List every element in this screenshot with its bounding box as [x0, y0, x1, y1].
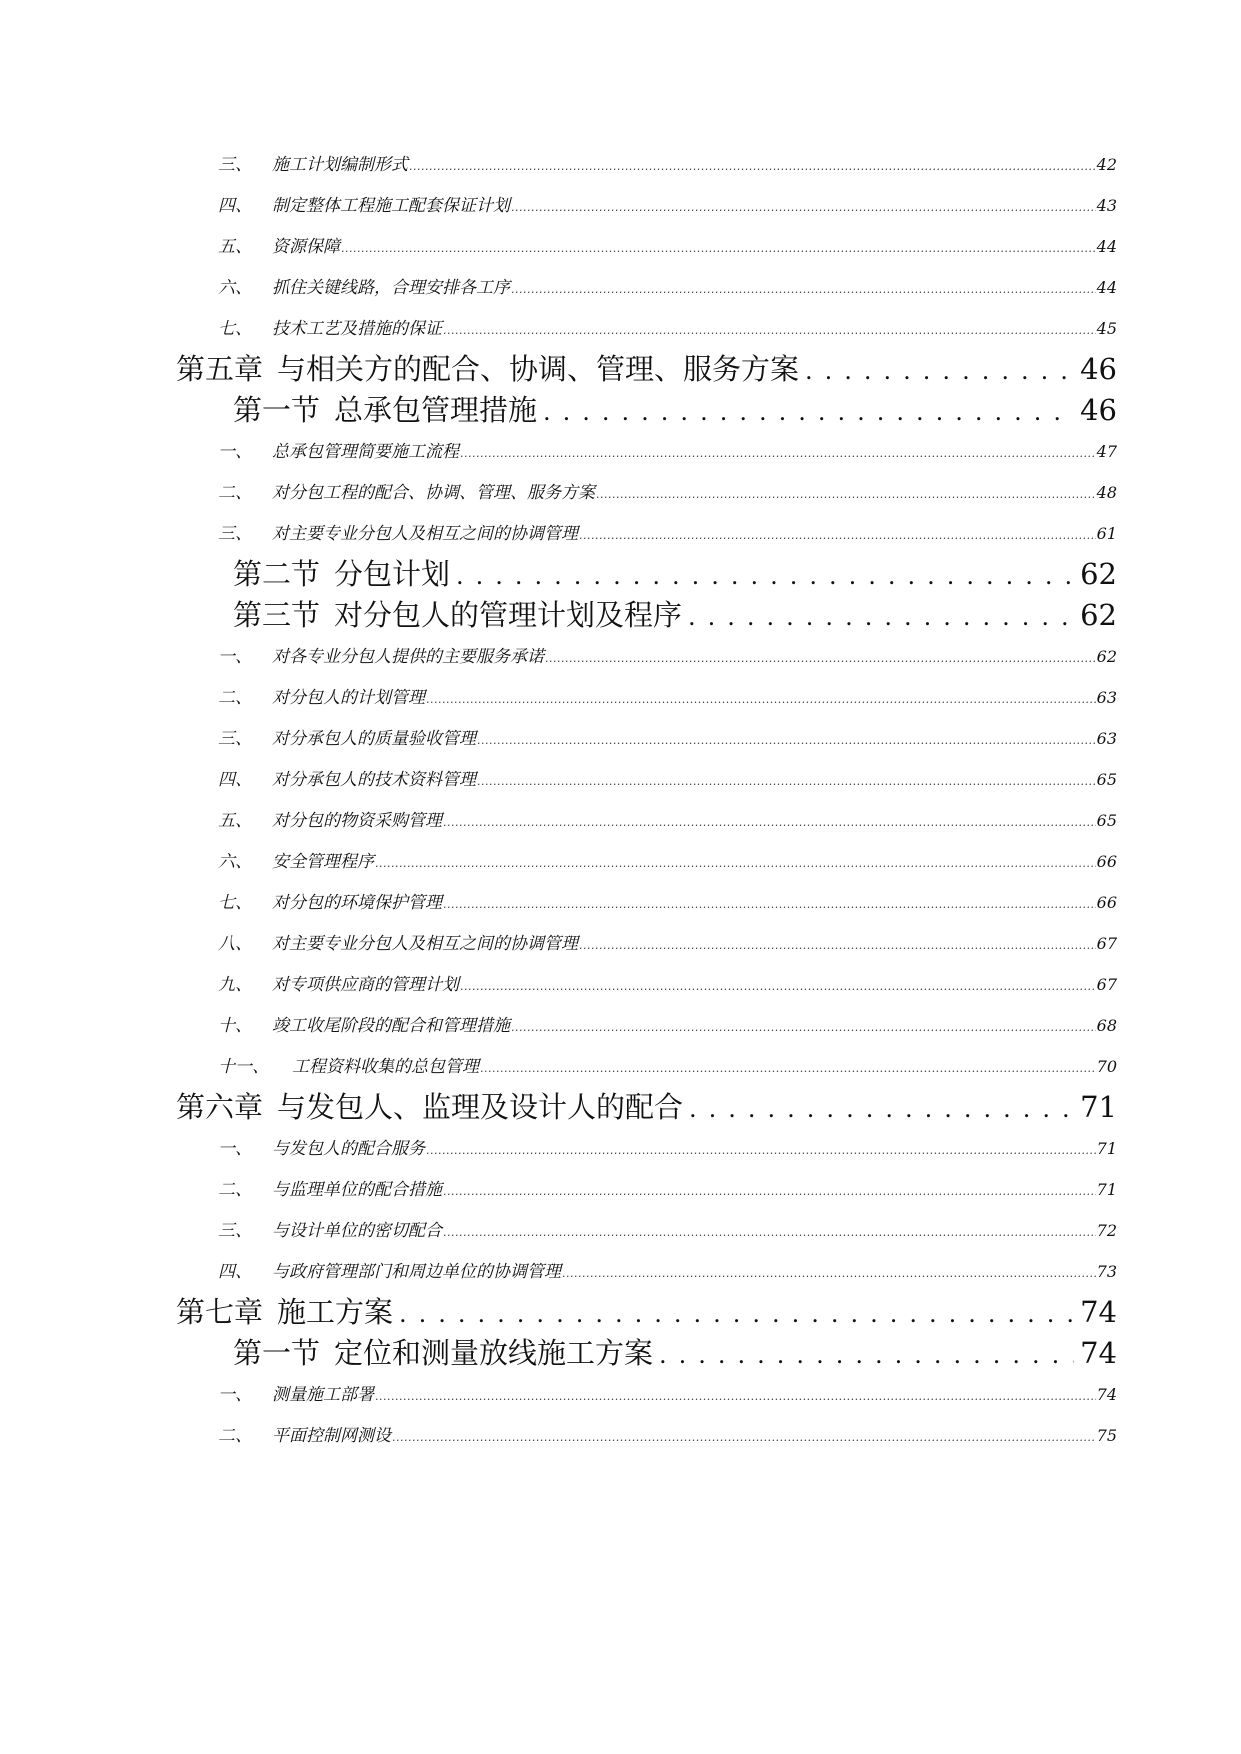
- toc-item-entry: [218, 478, 1117, 504]
- toc-entry-title: 对分包的环境保护管理: [272, 893, 442, 913]
- toc-chapter-entry: [176, 1290, 1117, 1330]
- toc-dot-leader: [480, 1062, 1096, 1075]
- toc-item-entry: [218, 765, 1117, 791]
- toc-entry-number: 第七章: [176, 1295, 264, 1329]
- toc-dot-leader: [596, 488, 1096, 501]
- toc-dot-leader: [392, 1431, 1096, 1444]
- toc-entry-title: 与监理单位的配合措施: [272, 1180, 442, 1200]
- toc-entry-title: 制定整体工程施工配套保证计划: [272, 196, 510, 216]
- toc-item-entry: [218, 1216, 1117, 1242]
- toc-item-entry: [218, 724, 1117, 750]
- toc-entry-title: 对分包人的计划管理: [272, 688, 425, 708]
- toc-page-number: 45: [1096, 319, 1117, 338]
- toc-item-entry: [218, 1011, 1117, 1037]
- toc-entry-title: 对分包人的管理计划及程序: [334, 598, 683, 632]
- toc-dot-leader: [545, 652, 1096, 665]
- toc-entry-number: 第三节: [233, 598, 321, 632]
- toc-page-number: 65: [1096, 770, 1117, 789]
- toc-page-number: 46: [1080, 393, 1117, 427]
- toc-entry-number: 一、: [218, 442, 252, 462]
- toc-page-number: 73: [1096, 1262, 1117, 1281]
- toc-page-number: 74: [1080, 1295, 1117, 1329]
- toc-entry-number: 第二节: [233, 557, 321, 591]
- toc-page-number: 68: [1096, 1016, 1117, 1035]
- toc-entry-number: 十一、: [218, 1057, 269, 1077]
- toc-entry-title: 对分包工程的配合、协调、管理、服务方案: [272, 483, 595, 503]
- toc-entry-number: 六、: [218, 278, 252, 298]
- toc-entry-title: 测量施工部署: [272, 1385, 374, 1405]
- toc-item-entry: [218, 806, 1117, 832]
- toc-entry-title: 定位和测量放线施工方案: [334, 1336, 654, 1370]
- toc-page-number: 71: [1096, 1180, 1117, 1199]
- toc-item-entry: [218, 683, 1117, 709]
- toc-item-entry: [218, 1134, 1117, 1160]
- toc-entry-number: 一、: [218, 1385, 252, 1405]
- toc-page-number: 71: [1080, 1090, 1117, 1124]
- toc-page-number: 44: [1096, 278, 1117, 297]
- toc-dot-leader: [399, 1300, 1074, 1328]
- toc-item-entry: [218, 1421, 1117, 1447]
- toc-page-number: 47: [1096, 442, 1117, 461]
- toc-dot-leader: [460, 447, 1096, 460]
- toc-entry-number: 六、: [218, 852, 252, 872]
- toc-dot-leader: [688, 603, 1074, 631]
- toc-entry-title: 总承包管理措施: [334, 393, 538, 427]
- toc-item-entry: [218, 1175, 1117, 1201]
- toc-entry-number: 十、: [218, 1016, 252, 1036]
- toc-item-entry: [218, 191, 1117, 217]
- toc-dot-leader: [562, 1267, 1096, 1280]
- toc-entry-number: 二、: [218, 688, 252, 708]
- toc-dot-leader: [460, 980, 1096, 993]
- toc-page-number: 65: [1096, 811, 1117, 830]
- toc-entry-title: 施工计划编制形式: [272, 155, 408, 175]
- toc-page-number: 42: [1096, 155, 1117, 174]
- toc-item-entry: [218, 1052, 1117, 1078]
- toc-page-number: 66: [1096, 852, 1117, 871]
- toc-item-entry: [218, 1380, 1117, 1406]
- toc-dot-leader: [443, 816, 1096, 829]
- toc-dot-leader: [409, 160, 1096, 173]
- toc-page-number: 61: [1096, 524, 1117, 543]
- toc-entry-number: 七、: [218, 319, 252, 339]
- toc-entry-title: 与相关方的配合、协调、管理、服务方案: [277, 352, 800, 386]
- toc-page-number: 48: [1096, 483, 1117, 502]
- toc-entry-title: 技术工艺及措施的保证: [272, 319, 442, 339]
- toc-item-entry: [218, 970, 1117, 996]
- toc-dot-leader: [477, 775, 1096, 788]
- toc-entry-number: 三、: [218, 1221, 252, 1241]
- toc-dot-leader: [443, 898, 1096, 911]
- toc-entry-number: 四、: [218, 196, 252, 216]
- toc-entry-title: 总承包管理简要施工流程: [272, 442, 459, 462]
- toc-dot-leader: [375, 1390, 1096, 1403]
- toc-entry-number: 一、: [218, 647, 252, 667]
- toc-entry-number: 七、: [218, 893, 252, 913]
- toc-dot-leader: [443, 1185, 1096, 1198]
- toc-item-entry: [218, 273, 1117, 299]
- toc-entry-title: 平面控制网测设: [272, 1426, 391, 1446]
- toc-dot-leader: [579, 939, 1096, 952]
- toc-entry-title: 对主要专业分包人及相互之间的协调管理: [272, 524, 578, 544]
- toc-item-entry: [218, 437, 1117, 463]
- toc-page-number: 66: [1096, 893, 1117, 912]
- toc-page-number: 63: [1096, 729, 1117, 748]
- toc-page-number: 71: [1096, 1139, 1117, 1158]
- toc-entry-title: 对分包的物资采购管理: [272, 811, 442, 831]
- toc-entry-title: 与发包人的配合服务: [272, 1139, 425, 1159]
- toc-page-number: 62: [1080, 557, 1117, 591]
- toc-entry-number: 五、: [218, 811, 252, 831]
- toc-dot-leader: [659, 1341, 1074, 1369]
- toc-entry-number: 五、: [218, 237, 252, 257]
- toc-page-number: 75: [1096, 1426, 1117, 1445]
- toc-dot-leader: [443, 324, 1096, 337]
- toc-entry-title: 与设计单位的密切配合: [272, 1221, 442, 1241]
- toc-section-entry: [233, 1331, 1117, 1371]
- toc-item-entry: [218, 1257, 1117, 1283]
- toc-entry-number: 四、: [218, 1262, 252, 1282]
- toc-dot-leader: [689, 1095, 1074, 1123]
- toc-section-entry: [233, 552, 1117, 592]
- toc-page-number: 67: [1096, 975, 1117, 994]
- toc-entry-title: 对各专业分包人提供的主要服务承诺: [272, 647, 544, 667]
- toc-page-number: 67: [1096, 934, 1117, 953]
- toc-entry-title: 竣工收尾阶段的配合和管理措施: [272, 1016, 510, 1036]
- toc-entry-number: 三、: [218, 729, 252, 749]
- toc-page-number: 74: [1096, 1385, 1117, 1404]
- toc-dot-leader: [511, 283, 1096, 296]
- toc-entry-title: 对分承包人的质量验收管理: [272, 729, 476, 749]
- toc-page-number: 70: [1096, 1057, 1117, 1076]
- toc-entry-number: 三、: [218, 155, 252, 175]
- toc-entry-title: 对主要专业分包人及相互之间的协调管理: [272, 934, 578, 954]
- toc-page-number: 44: [1096, 237, 1117, 256]
- toc-dot-leader: [579, 529, 1096, 542]
- toc-page-number: 62: [1080, 598, 1117, 632]
- toc-page-number: 62: [1096, 647, 1117, 666]
- toc-entry-title: 与发包人、监理及设计人的配合: [277, 1090, 684, 1124]
- toc-section-entry: [233, 593, 1117, 633]
- toc-entry-title: 分包计划: [334, 557, 451, 591]
- toc-item-entry: [218, 888, 1117, 914]
- toc-dot-leader: [456, 562, 1074, 590]
- toc-dot-leader: [341, 242, 1096, 255]
- toc-dot-leader: [511, 1021, 1096, 1034]
- toc-entry-title: 资源保障: [272, 237, 340, 257]
- toc-entry-title: 工程资料收集的总包管理: [292, 1057, 479, 1077]
- toc-dot-leader: [511, 201, 1096, 214]
- toc-item-entry: [218, 519, 1117, 545]
- toc-item-entry: [218, 642, 1117, 668]
- toc-entry-number: 第五章: [176, 352, 264, 386]
- toc-dot-leader: [426, 1144, 1096, 1157]
- toc-page-number: 63: [1096, 688, 1117, 707]
- toc-dot-leader: [805, 357, 1074, 385]
- toc-entry-number: 二、: [218, 1426, 252, 1446]
- toc-entry-number: 四、: [218, 770, 252, 790]
- toc-entry-title: 对专项供应商的管理计划: [272, 975, 459, 995]
- toc-item-entry: [218, 847, 1117, 873]
- toc-entry-number: 一、: [218, 1139, 252, 1159]
- toc-dot-leader: [543, 398, 1074, 426]
- toc-entry-number: 三、: [218, 524, 252, 544]
- toc-dot-leader: [477, 734, 1096, 747]
- toc-dot-leader: [443, 1226, 1096, 1239]
- toc-page-number: 46: [1080, 352, 1117, 386]
- toc-entry-number: 第六章: [176, 1090, 264, 1124]
- toc-item-entry: [218, 232, 1117, 258]
- toc-entry-title: 对分承包人的技术资料管理: [272, 770, 476, 790]
- toc-entry-title: 抓住关键线路，合理安排各工序: [272, 278, 510, 298]
- toc-item-entry: [218, 929, 1117, 955]
- toc-chapter-entry: [176, 347, 1117, 387]
- toc-entry-title: 与政府管理部门和周边单位的协调管理: [272, 1262, 561, 1282]
- toc-dot-leader: [426, 693, 1096, 706]
- toc-entry-number: 八、: [218, 934, 252, 954]
- toc-chapter-entry: [176, 1085, 1117, 1125]
- toc-section-entry: [233, 388, 1117, 428]
- toc-page-number: 43: [1096, 196, 1117, 215]
- toc-page-number: 72: [1096, 1221, 1117, 1240]
- toc-item-entry: [218, 150, 1117, 176]
- toc-page-number: 74: [1080, 1336, 1117, 1370]
- toc-entry-number: 第一节: [233, 393, 321, 427]
- toc-entry-number: 第一节: [233, 1336, 321, 1370]
- toc-entry-title: 安全管理程序: [272, 852, 374, 872]
- toc-dot-leader: [375, 857, 1096, 870]
- toc-entry-number: 二、: [218, 1180, 252, 1200]
- toc-entry-number: 九、: [218, 975, 252, 995]
- toc-item-entry: [218, 314, 1117, 340]
- toc-entry-number: 二、: [218, 483, 252, 503]
- toc-entry-title: 施工方案: [277, 1295, 394, 1329]
